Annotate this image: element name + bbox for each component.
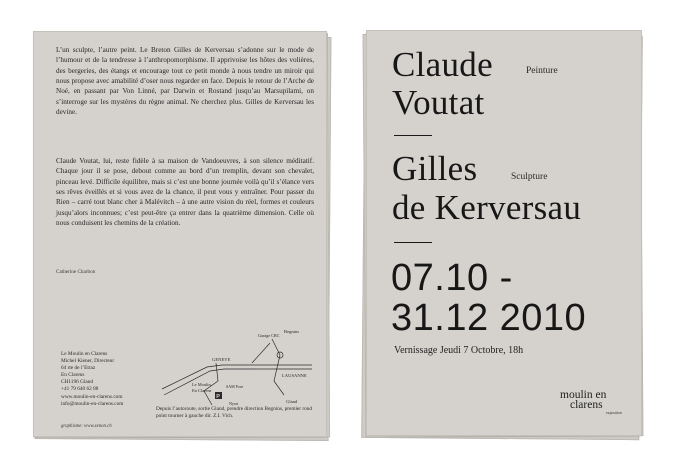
artist2-last-name: de Kerversau	[392, 188, 582, 227]
artist2-first-name: Gilles	[392, 149, 478, 188]
design-credit: graphisme: www.xenon.ch	[61, 424, 112, 429]
website-link: www.moulin-en-clarens.com	[61, 393, 123, 400]
map-road-garage	[252, 343, 270, 363]
map-label-nyon: Nyon	[229, 401, 239, 406]
artist1-first-name: Claude	[392, 45, 493, 84]
address-line: Michel Kiener, Directeur	[61, 358, 115, 365]
map-label-geneve: GENEVE	[212, 357, 231, 362]
logo-bottom-line: clarens	[570, 399, 603, 411]
address-line: 64 rte de l’Etraz	[61, 365, 96, 372]
map-road-begnins	[272, 339, 284, 395]
phone-number: +41 79 640 62 88	[61, 386, 99, 393]
map-label-moulin-1: Le Moulin	[192, 382, 211, 387]
artist1-last-name: Voutat	[392, 83, 485, 122]
date-end: 31.12 2010	[391, 297, 587, 339]
artist2-discipline: Sculpture	[511, 172, 548, 182]
contact-address	[61, 351, 156, 408]
intro-paragraph: L’un sculpte, l’autre peint. Le Breton Gilles de Kerversau s’adonne sur le mode de l’humour et de la tendresse à l’anthropomorphisme. Il apprivoise les hôtes des volières, des bergeries, des étangs et encourage tout ce petit monde à nous tendre un miroir qui nous propose avec amabilité d’oser nous regarder en face. Depuis le retour de l’Arche de Noé, en passant par Von Linné, par Darwin et Rostand jusqu’au Marsupilami, on s’interroge sur les mystères du règne animal. Ne cherchez plus. Gilles de Kerversau les devine.	[56, 46, 314, 117]
vernissage-info: Vernissage Jeudi 7 Octobre, 18h	[394, 345, 524, 356]
address-line: Le Moulin en Clarens	[61, 351, 108, 357]
divider-rule-2	[394, 242, 432, 243]
front-card	[366, 30, 642, 436]
author-signature: Catherine Charbon	[56, 269, 96, 275]
map-label-lausanne: LAUSANNE	[282, 373, 307, 378]
logo-tagline: exposition	[606, 411, 622, 415]
back-card	[33, 31, 327, 437]
moulin-en-clarens-logo	[560, 390, 636, 414]
voutat-paragraph: Claude Voutat, lui, reste fidèle à sa maison de Vandoeuvres, à son silence méditatif. Chaque jour il se pose, debout comme au bord d’un tremplin, devant son chevalet, pinceau levé. Difficile équilibre, mais si c’est une bonne journée voilà qu’il s’élance vers ses rêves éveillés et si vous avez de la chance, il peut vous y entraîner. Pour passer du Rien – carré tout blanc cher à Malévitch – à une autre vision du réel, formes et couleurs jusqu’alors inconnues; c’est peut-être ça entrer dans la quatrième dimension. Celle où nous conduisent les chemins de la création.	[56, 157, 314, 228]
map-label-begnins: Begnins	[284, 329, 300, 334]
access-map	[152, 325, 322, 407]
artist1-discipline: Peinture	[526, 66, 558, 76]
address-line: En Clarens	[61, 372, 85, 379]
address-line: CH1196 Gland	[61, 379, 94, 386]
email-link: info@moulin-en-clarens.com	[61, 400, 124, 407]
date-start: 07.10 -	[391, 257, 513, 299]
map-label-garage: Garage CBC	[258, 333, 280, 338]
logo-top-line: moulin en	[560, 389, 607, 401]
map-label-moulin-2: En Clarens	[192, 388, 212, 393]
map-parking-letter: P	[216, 393, 220, 400]
divider-rule-1	[394, 135, 432, 136]
map-label-gland: Gland	[286, 399, 298, 404]
directions-text: Depuis l’autoroute, sortie Gland, prendre direction Begnins, premier rond point tourner à gauche dir. Z.I. Vich.	[156, 406, 313, 420]
map-label-sam: SAM Pose	[226, 384, 244, 389]
